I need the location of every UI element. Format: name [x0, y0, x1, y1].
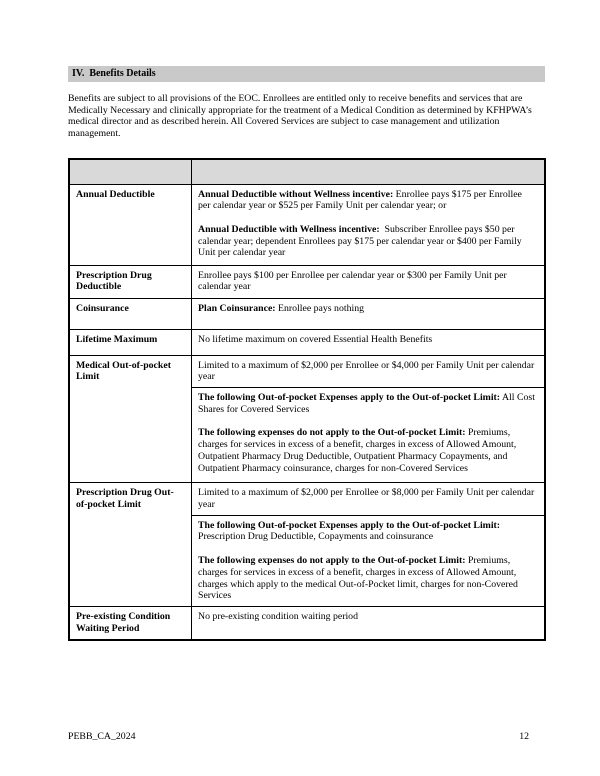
benefits-table — [68, 158, 546, 641]
intro-paragraph: Benefits are subject to all provisions of the EOC. Enrollees are entitled only to receive benefits and services that are Medically Necessary and clinically appropriate for the treatment of a Medical Condition as determined by KFHPWA’s medical director and as described herein. All Covered Services are subject to case management and utilization management. — [68, 93, 532, 140]
paragraph-lead: Annual Deductible without Wellness incentive: — [198, 188, 394, 200]
benefit-paragraph — [198, 189, 536, 213]
paragraph-text: Subscriber Enrollee pays $50 per calendar year; dependent Enrollees pay $175 per calendar year or $400 per Family Unit per calendar year — [198, 223, 525, 259]
paragraph-lead: Plan Coinsurance: — [198, 302, 276, 314]
row-label: Medical Out-of-pocket Limit — [69, 355, 192, 483]
benefit-paragraph — [198, 270, 536, 294]
row-label: Annual Deductible — [69, 184, 192, 265]
table-header-cell-right — [192, 159, 546, 184]
benefit-paragraph — [198, 555, 536, 602]
benefit-paragraph — [198, 487, 536, 511]
benefit-paragraph — [198, 392, 536, 416]
row-content — [192, 388, 546, 483]
footer-page-number: 12 — [519, 731, 529, 742]
paragraph-text: No lifetime maximum on covered Essential Health Benefits — [198, 333, 433, 345]
row-content — [192, 265, 546, 298]
footer-document-code: PEBB_CA_2024 — [68, 731, 136, 742]
paragraph-text: All Cost Shares for Covered Services — [198, 392, 538, 415]
paragraph-text: Prescription Drug Deductible, Copayments and coinsurance — [198, 519, 503, 543]
row-label: Lifetime Maximum — [69, 329, 192, 355]
row-content — [192, 329, 546, 355]
benefit-paragraph — [198, 303, 536, 315]
row-content — [192, 355, 546, 388]
benefit-paragraph — [198, 224, 536, 259]
paragraph-lead: The following Out-of-pocket Expenses apply to the Out-of-pocket Limit: — [198, 519, 501, 531]
benefit-paragraph — [198, 611, 536, 623]
row-content — [192, 483, 546, 516]
row-label: Prescription Drug Deductible — [69, 265, 192, 298]
table-row — [69, 265, 545, 298]
table-row — [69, 607, 545, 640]
paragraph-text: Enrollee pays nothing — [275, 302, 364, 314]
table-header-row — [69, 159, 545, 184]
paragraph-text: Enrollee pays $175 per Enrollee per calendar year or $525 per Family Unit per calendar year; or — [198, 188, 525, 212]
paragraph-lead: Annual Deductible with Wellness incentive: — [198, 223, 380, 235]
section-header: IV. Benefits Details — [68, 66, 545, 82]
benefit-paragraph — [198, 334, 536, 346]
paragraph-text: Limited to a maximum of $2,000 per Enrollee or $4,000 per Family Unit per calendar year — [198, 359, 537, 383]
paragraph-lead: The following expenses do not apply to the Out-of-pocket Limit: — [198, 427, 466, 439]
paragraph-text: Limited to a maximum of $2,000 per Enrollee or $8,000 per Family Unit per calendar year — [198, 487, 537, 510]
paragraph-text: Premiums, charges for services in excess of a benefit, charges in excess of Allowed Amount, Outpatient Pharmacy Drug Deductible, Outpatient Pharmacy Copayments, and Outpatient Pharmacy coinsurance, charges for non-Covered Services — [198, 427, 519, 474]
table-row — [69, 329, 545, 355]
table-row — [69, 483, 545, 516]
paragraph-text: No pre-existing condition waiting period — [198, 611, 358, 623]
row-content — [192, 184, 546, 265]
table-row — [69, 184, 545, 265]
benefit-paragraph — [198, 360, 536, 384]
table-header-cell-left — [69, 159, 192, 184]
benefit-paragraph — [198, 520, 536, 544]
paragraph-text: Enrollee pays $100 per Enrollee per calendar year or $300 per Family Unit per calendar year — [198, 269, 510, 293]
paragraph-lead: The following expenses do not apply to the Out-of-pocket Limit: — [198, 555, 466, 567]
paragraph-lead: The following Out-of-pocket Expenses apply to the Out-of-pocket Limit: — [198, 392, 501, 404]
row-label: Prescription Drug Out-of-pocket Limit — [69, 483, 192, 607]
row-content — [192, 298, 546, 329]
row-content — [192, 515, 546, 607]
benefit-paragraph — [198, 427, 536, 474]
row-label: Pre-existing Condition Waiting Period — [69, 607, 192, 640]
paragraph-text: Premiums, charges for services in excess of a benefit, charges in excess of Allowed Amount, charges which apply to the medical Out-of-Pocket limit, charges for non-Covered Services — [198, 555, 521, 602]
row-content — [192, 607, 546, 640]
table-row — [69, 355, 545, 388]
row-label: Coinsurance — [69, 298, 192, 329]
table-row — [69, 298, 545, 329]
